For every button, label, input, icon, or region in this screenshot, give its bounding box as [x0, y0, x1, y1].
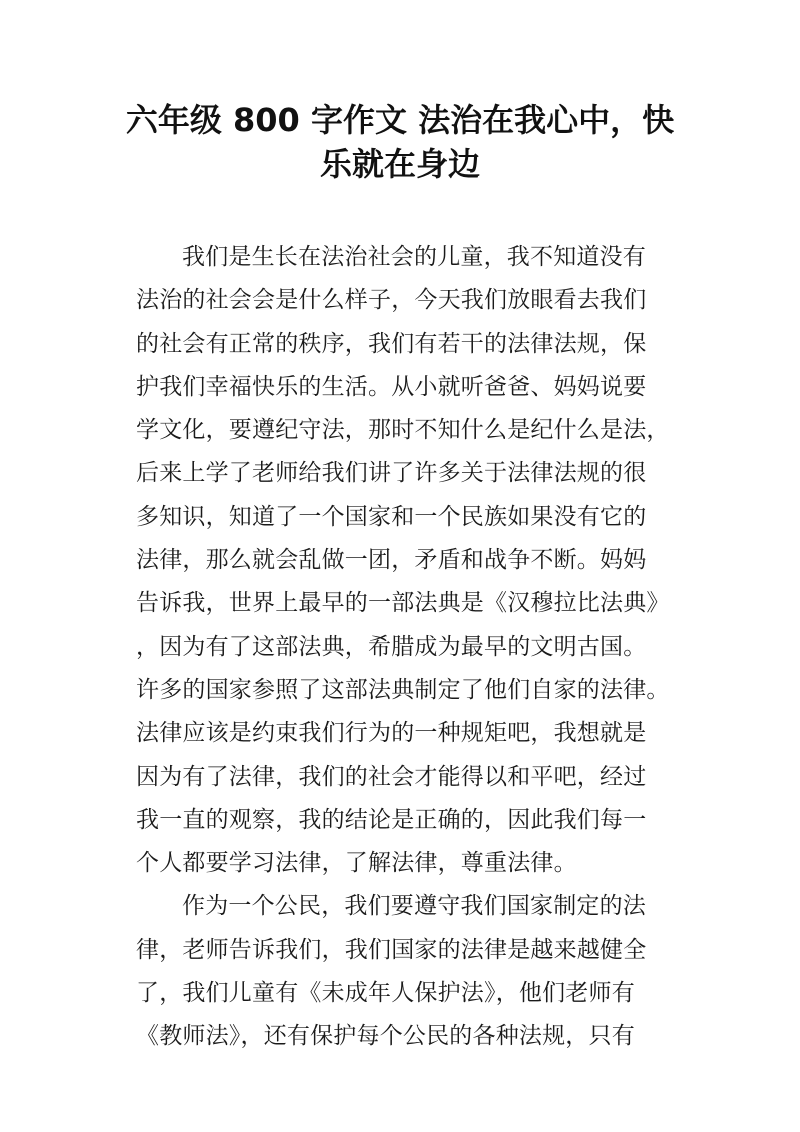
- paragraph-1-line: ，因为有了这部法典，希腊成为最早的文明古国。: [136, 633, 647, 660]
- paragraph-2-line: 律，老师告诉我们，我们国家的法律是越来越健全: [136, 936, 647, 963]
- paragraph-1-line: 后来上学了老师给我们讲了许多关于法律法规的很: [136, 460, 647, 487]
- paragraph-1-line: 因为有了法律，我们的社会才能得以和平吧，经过: [136, 763, 647, 790]
- paragraph-1-line: 法律，那么就会乱做一团，矛盾和战争不断。妈妈: [136, 547, 647, 574]
- document-title: [110, 98, 690, 186]
- title-line: 乐就在身边: [319, 145, 480, 183]
- paragraph-1-line: 法治的社会会是什么样子，今天我们放眼看去我们: [136, 287, 647, 314]
- paragraph-1-line: 的社会有正常的秩序，我们有若干的法律法规，保: [136, 330, 647, 357]
- paragraph-2-line: 作为一个公民，我们要遵守我们国家制定的法: [182, 893, 646, 920]
- paragraph-1-line: 告诉我，世界上最早的一部法典是《汉穆拉比法典》: [136, 590, 670, 617]
- paragraph-1-line: 护我们幸福快乐的生活。从小就听爸爸、妈妈说要: [136, 373, 647, 400]
- paragraph-1-line: 我们是生长在法治社会的儿童，我不知道没有: [182, 244, 646, 270]
- paragraph-1-line: 学文化，要遵纪守法，那时不知什么是纪什么是法，: [136, 417, 670, 444]
- paragraph-2-line: 了，我们儿童有《未成年人保护法》，他们老师有: [136, 980, 635, 1007]
- paragraph-1-line: 我一直的观察，我的结论是正确的，因此我们每一: [136, 806, 647, 833]
- title-line: 六年级 800 字作文 法治在我心中，快: [125, 101, 675, 139]
- paragraph-1-line: 个人都要学习法律，了解法律，尊重法律。: [136, 850, 577, 877]
- paragraph-1-line: 多知识，知道了一个国家和一个民族如果没有它的: [136, 503, 647, 530]
- paragraph-2-line: 《教师法》，还有保护每个公民的各种法规，只有: [136, 1023, 635, 1050]
- document-body: [136, 236, 676, 1059]
- paragraph-1-line: 许多的国家参照了这部法典制定了他们自家的法律。: [136, 676, 670, 703]
- paragraph-1-line: 法律应该是约束我们行为的一种规矩吧，我想就是: [136, 720, 647, 747]
